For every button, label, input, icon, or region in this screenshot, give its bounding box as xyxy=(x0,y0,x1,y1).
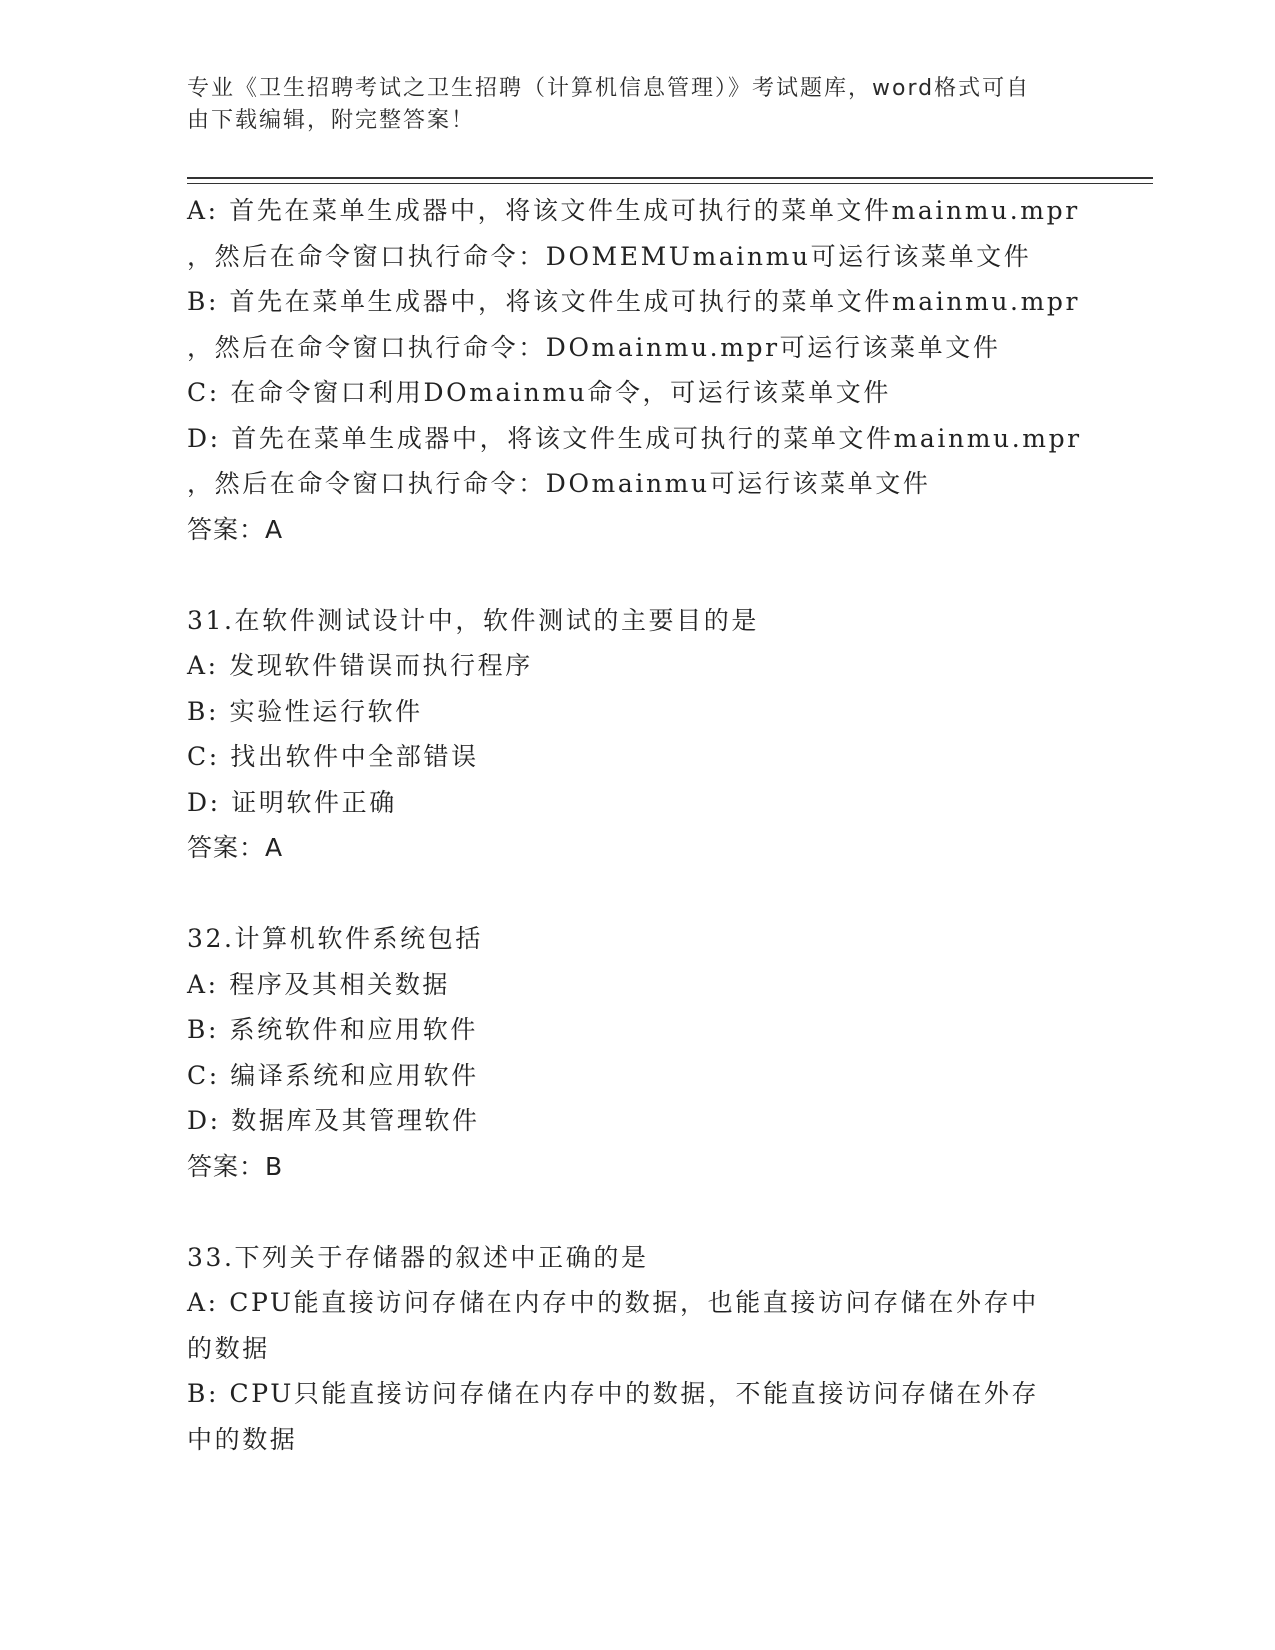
spacer xyxy=(187,871,1087,917)
q30-option-d-line-2: ，然后在命令窗口执行命令：DOmainmu可运行该菜单文件 xyxy=(187,469,931,498)
q32-option-a: A: 程序及其相关数据 xyxy=(187,969,451,999)
q33-option-b-line-1: B: CPU只能直接访问存储在内存中的数据，不能直接访问存储在外存 xyxy=(187,1379,1040,1408)
question-31 xyxy=(187,598,1087,871)
q31-option-d: D: 证明软件正确 xyxy=(187,787,397,817)
header-divider-top xyxy=(187,177,1153,179)
spacer xyxy=(187,552,1087,598)
q30-option-a-line-2: ，然后在命令窗口执行命令：DOMEMUmainmu可运行该菜单文件 xyxy=(187,241,1032,271)
q30-answer: 答案：A xyxy=(187,514,284,544)
document-header xyxy=(187,73,1067,137)
header-line-2: 由下载编辑，附完整答案！ xyxy=(187,108,476,133)
q32-answer: 答案：B xyxy=(187,1151,284,1181)
q32-option-d: D: 数据库及其管理软件 xyxy=(187,1106,480,1135)
q31-question: 31.在软件测试设计中，软件测试的主要目的是 xyxy=(187,605,759,635)
question-list xyxy=(187,188,1087,1462)
header-divider-bottom xyxy=(187,183,1153,184)
q30-option-b-line-2: ，然后在命令窗口执行命令：DOmainmu.mpr可运行该菜单文件 xyxy=(187,332,1001,362)
question-30 xyxy=(187,188,1087,552)
q30-option-d-line-1: D: 首先在菜单生成器中，将该文件生成可执行的菜单文件mainmu.mpr xyxy=(187,423,1082,453)
header-line-1: 专业《卫生招聘考试之卫生招聘（计算机信息管理）》考试题库，word格式可自 xyxy=(187,76,1031,101)
spacer xyxy=(187,1189,1087,1235)
q30-option-a-line-1: A: 首先在菜单生成器中，将该文件生成可执行的菜单文件mainmu.mpr xyxy=(187,196,1080,225)
q31-answer: 答案：A xyxy=(187,833,284,862)
q31-option-b: B: 实验性运行软件 xyxy=(187,696,423,726)
q31-option-a: A: 发现软件错误而执行程序 xyxy=(187,651,533,680)
q31-option-c: C: 找出软件中全部错误 xyxy=(187,742,479,771)
q32-question: 32.计算机软件系统包括 xyxy=(187,924,483,953)
q32-option-b: B: 系统软件和应用软件 xyxy=(187,1015,478,1044)
q30-option-b-line-1: B: 首先在菜单生成器中，将该文件生成可执行的菜单文件mainmu.mpr xyxy=(187,287,1081,316)
q32-option-c: C: 编译系统和应用软件 xyxy=(187,1060,479,1090)
question-32 xyxy=(187,916,1087,1189)
q33-question: 33.下列关于存储器的叙述中正确的是 xyxy=(187,1242,649,1272)
q33-option-b-line-2: 中的数据 xyxy=(187,1424,298,1454)
question-33 xyxy=(187,1235,1087,1463)
q33-option-a-line-1: A: CPU能直接访问存储在内存中的数据，也能直接访问存储在外存中 xyxy=(187,1288,1039,1317)
q33-option-a-line-2: 的数据 xyxy=(187,1333,270,1363)
q30-option-c: C: 在命令窗口利用DOmainmu命令，可运行该菜单文件 xyxy=(187,378,891,407)
